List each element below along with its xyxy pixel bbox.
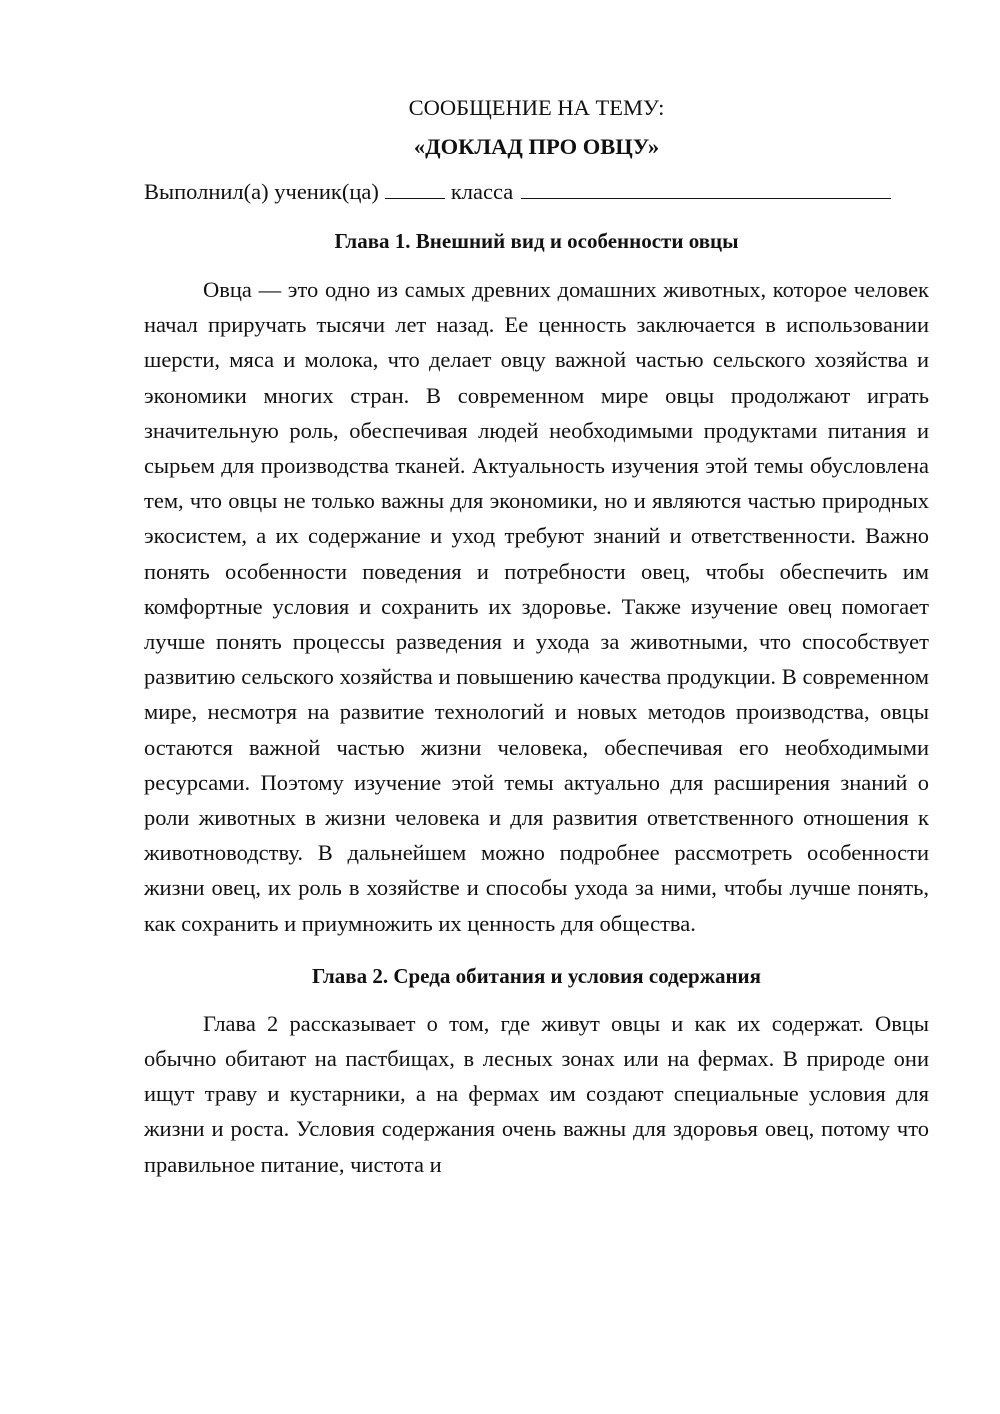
chapter-2-heading: Глава 2. Среда обитания и условия содержания: [311, 963, 762, 988]
document-title-line-1: СООБЩЕНИЕ НА ТЕМУ:: [408, 95, 665, 120]
author-line: [144, 176, 929, 208]
class-blank: [521, 176, 891, 199]
document-body: [144, 92, 929, 1182]
class-label: класса: [450, 179, 514, 204]
chapter-1-paragraph: Овца — это одно из самых древних домашних животных, которое человек начал приручать тысячи лет назад. Ее ценность заключается в использовании шерсти, мяса и молока, что делает овцу важной частью сельского хозяйства и экономики многих стран. В современном мире овцы продолжают играть значительную роль, обеспечивая людей необходимыми продуктами питания и сырьем для производства тканей. Актуальность изучения этой темы обусловлена тем, что овцы не только важны для экономики, но и являются частью природных экосистем, а их содержание и уход требуют знаний и ответственности. Важно понять особенности поведения и потребности овец, чтобы обеспечить им комфортные условия и сохранить их здоровье. Также изучение овец помогает лучше понять процессы разведения и ухода за животными, что способствует развитию сельского хозяйства и повышению качества продукции. В современном мире, несмотря на развитие технологий и новых методов производства, овцы остаются важной частью жизни человека, обеспечивая его необходимыми ресурсами. Поэтому изучение этой темы актуально для расширения знаний о роли животных в жизни человека и для развития ответственного отношения к животноводству. В дальнейшем можно подробнее рассмотреть особенности жизни овец, их роль в хозяйстве и способы ухода за ними, чтобы лучше понять, как сохранить и приумножить их ценность для общества.: [144, 277, 929, 936]
grade-blank: [385, 176, 445, 199]
chapter-2-paragraph: Глава 2 рассказывает о том, где живут овцы и как их содержат. Овцы обычно обитают на пастбищах, в лесных зонах или на фермах. В природе они ищут траву и кустарники, а на фермах им создают специальные условия для жизни и роста. Условия содержания очень важны для здоровья овец, потому что правильное питание, чистота и: [144, 1010, 929, 1177]
document-title-line-2: «ДОКЛАД ПРО ОВЦУ»: [413, 134, 660, 159]
author-label: Выполнил(а) ученик(ца): [144, 179, 379, 204]
chapter-1-heading: Глава 1. Внешний вид и особенности овцы: [334, 229, 739, 253]
